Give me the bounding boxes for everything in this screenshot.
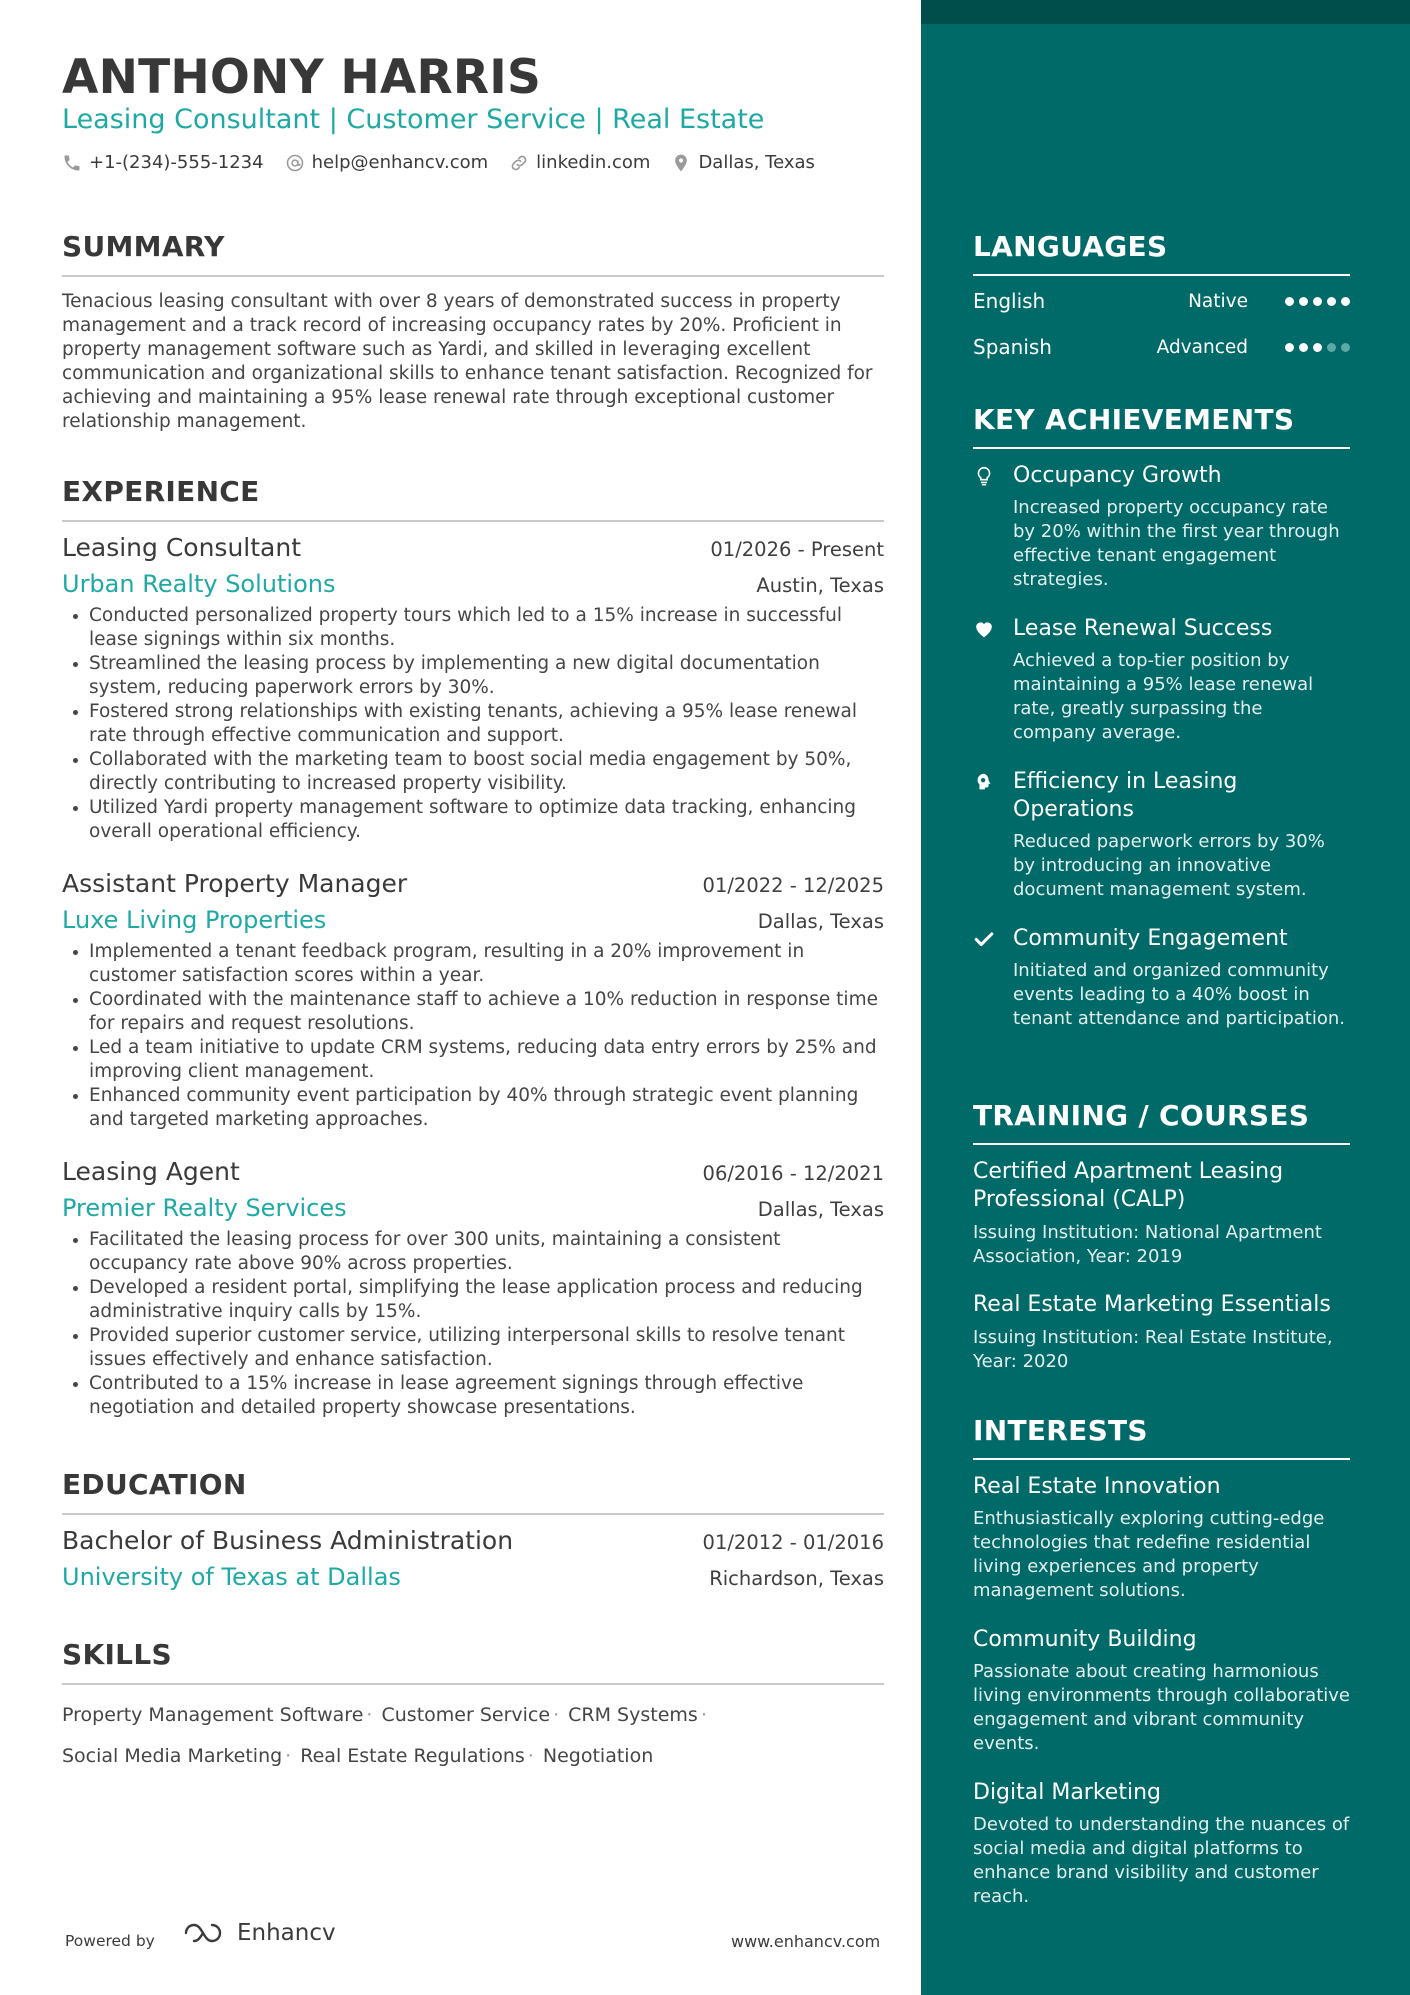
skill-item: Real Estate Regulations xyxy=(300,1745,525,1767)
interest-title: Digital Marketing xyxy=(973,1780,1161,1805)
interest-text: Enthusiastically exploring cutting-edge technologies that redefine residential living experiences and property management solutions. xyxy=(973,1508,1325,1601)
achievement-text: Achieved a top-tier position by maintaining a 95% lease renewal rate, greatly surpassing the company average. xyxy=(1013,650,1314,743)
skill-separator: · xyxy=(700,1704,707,1726)
lightbulb-icon xyxy=(973,465,995,487)
rating-dot-filled xyxy=(1285,297,1294,306)
language-name: Spanish xyxy=(973,335,1052,359)
school-name[interactable]: University of Texas at Dallas xyxy=(62,1563,401,1591)
phone-icon xyxy=(62,153,82,173)
skills-list xyxy=(62,1695,884,1777)
enhancv-brand: Enhancv xyxy=(237,1920,336,1946)
sidebar-top-bar xyxy=(921,0,1410,24)
achievement-item xyxy=(973,768,1350,902)
location-pin-icon xyxy=(671,153,691,173)
job-location: Austin, Texas xyxy=(756,574,884,597)
interest-title: Community Building xyxy=(973,1627,1197,1652)
skill-item: Customer Service xyxy=(381,1704,551,1726)
headline: Leasing Consultant | Customer Service | Real Estate xyxy=(62,104,765,135)
languages-heading: LANGUAGES xyxy=(973,230,1350,276)
language-rating xyxy=(1280,343,1350,352)
summary-heading: SUMMARY xyxy=(62,230,884,277)
bullet-item: Streamlined the leasing process by implementing a new digital documentation system, reducing paperwork errors by 30%. xyxy=(62,652,884,700)
job-entry xyxy=(62,533,884,844)
email-text: help@enhancv.com xyxy=(311,152,489,173)
at-icon xyxy=(285,153,305,173)
skill-separator: · xyxy=(285,1745,292,1767)
language-rating xyxy=(1280,297,1350,306)
job-entry xyxy=(62,1157,884,1420)
interest-item xyxy=(973,1626,1350,1756)
achievement-text: Increased property occupancy rate by 20% within the first year through effective tenant engagement strategies. xyxy=(1013,497,1340,590)
achievement-item xyxy=(973,462,1350,592)
education-entry xyxy=(62,1526,884,1591)
rating-dot-empty xyxy=(1327,343,1336,352)
bullet-item: Developed a resident portal, simplifying the lease application process and reducing administrative inquiry calls by 15%. xyxy=(62,1276,884,1324)
interest-text: Devoted to understanding the nuances of social media and digital platforms to enhance brand visibility and customer reach. xyxy=(973,1814,1350,1907)
phone-text: +1-(234)-555-1234 xyxy=(89,152,264,173)
achievement-text: Initiated and organized community events leading to a 40% boost in tenant attendance and participation. xyxy=(1013,960,1345,1029)
contact-link[interactable] xyxy=(509,152,650,173)
contact-bar xyxy=(62,152,836,173)
rating-dot-filled xyxy=(1327,297,1336,306)
skill-item: Social Media Marketing xyxy=(62,1745,283,1767)
job-bullets xyxy=(62,940,884,1132)
checkmark-icon xyxy=(973,928,995,950)
bullet-item: Implemented a tenant feedback program, resulting in a 20% improvement in customer satisfaction scores within a year. xyxy=(62,940,884,988)
achievement-title: Occupancy Growth xyxy=(1013,463,1222,488)
bullet-item: Coordinated with the maintenance staff to achieve a 10% reduction in response time for repairs and request resolutions. xyxy=(62,988,884,1036)
job-location: Dallas, Texas xyxy=(757,910,884,933)
skill-separator: · xyxy=(553,1704,560,1726)
bullet-item: Fostered strong relationships with existing tenants, achieving a 95% lease renewal rate through effective communication and support. xyxy=(62,700,884,748)
enhancv-logo[interactable] xyxy=(183,1920,336,1946)
job-title: Assistant Property Manager xyxy=(62,869,408,898)
rating-dot-filled xyxy=(1299,297,1308,306)
language-row xyxy=(973,289,1350,313)
candidate-name: ANTHONY HARRIS xyxy=(62,50,542,105)
powered-by-text: Powered by xyxy=(65,1932,155,1950)
company-name[interactable]: Luxe Living Properties xyxy=(62,906,327,934)
bullet-item: Contributed to a 15% increase in lease agreement signings through effective negotiation and detailed property showcase presentations. xyxy=(62,1372,884,1420)
contact-location xyxy=(671,152,815,173)
skills-heading: SKILLS xyxy=(62,1638,884,1685)
sidebar xyxy=(921,0,1410,1995)
bullet-item: Provided superior customer service, utilizing interpersonal skills to resolve tenant issues effectively and enhance satisfaction. xyxy=(62,1324,884,1372)
rating-dot-filled xyxy=(1299,343,1308,352)
skill-item: Negotiation xyxy=(542,1745,654,1767)
experience-heading: EXPERIENCE xyxy=(62,475,884,522)
course-title: Certified Apartment Leasing Professional (CALP) xyxy=(973,1159,1284,1212)
footer-url[interactable]: www.enhancv.com xyxy=(731,1932,881,1951)
achievements-heading: KEY ACHIEVEMENTS xyxy=(973,403,1350,449)
course-title: Real Estate Marketing Essentials xyxy=(973,1292,1331,1317)
enhancv-logo-icon xyxy=(183,1921,229,1945)
interest-item xyxy=(973,1779,1350,1909)
course-text: Issuing Institution: Real Estate Institute, Year: 2020 xyxy=(973,1327,1333,1372)
company-name[interactable]: Premier Realty Services xyxy=(62,1194,347,1222)
bullet-item: Led a team initiative to update CRM systems, reducing data entry errors by 25% and improving client management. xyxy=(62,1036,884,1084)
education-location: Richardson, Texas xyxy=(709,1567,884,1590)
bullet-item: Conducted personalized property tours which led to a 15% increase in successful lease signings within six months. xyxy=(62,604,884,652)
summary-text: Tenacious leasing consultant with over 8 years of demonstrated success in property management and a track record of increasing occupancy rates by 20%. Proficient in property management software such as Yardi, and skilled in leveraging excellent communication and organizational skills to enhance tenant satisfaction. Recognized for achieving and maintaining a 95% lease renewal rate through exceptional customer relationship management. xyxy=(62,291,873,432)
course-item xyxy=(973,1158,1350,1269)
degree-title: Bachelor of Business Administration xyxy=(62,1526,514,1555)
achievement-title: Community Engagement xyxy=(1013,926,1288,951)
heart-icon xyxy=(973,618,995,640)
language-name: English xyxy=(973,289,1046,313)
training-heading: TRAINING / COURSES xyxy=(973,1099,1350,1145)
bullet-item: Facilitated the leasing process for over 300 units, maintaining a consistent occupancy rate above 90% across properties. xyxy=(62,1228,884,1276)
company-name[interactable]: Urban Realty Solutions xyxy=(62,570,336,598)
job-bullets xyxy=(62,1228,884,1420)
job-title: Leasing Agent xyxy=(62,1157,240,1186)
achievement-text: Reduced paperwork errors by 30% by introducing an innovative document management system. xyxy=(1013,831,1325,900)
contact-phone[interactable] xyxy=(62,152,264,173)
rating-dot-filled xyxy=(1341,297,1350,306)
rating-dot-filled xyxy=(1285,343,1294,352)
interests-heading: INTERESTS xyxy=(973,1414,1350,1460)
job-location: Dallas, Texas xyxy=(757,1198,884,1221)
interest-text: Passionate about creating harmonious living environments through collaborative engagement and vibrant community events. xyxy=(973,1661,1350,1754)
job-date: 06/2016 - 12/2021 xyxy=(702,1162,884,1185)
link-text: linkedin.com xyxy=(536,152,651,173)
skill-item: CRM Systems xyxy=(568,1704,698,1726)
achievement-item xyxy=(973,925,1350,1031)
link-icon xyxy=(509,153,529,173)
brain-icon xyxy=(973,771,995,793)
contact-email[interactable] xyxy=(285,152,489,173)
job-date: 01/2026 - Present xyxy=(710,538,884,561)
language-level: Native xyxy=(1188,290,1248,312)
skill-separator: · xyxy=(527,1745,534,1767)
rating-dot-filled xyxy=(1313,343,1322,352)
bullet-item: Collaborated with the marketing team to boost social media engagement by 50%, directly contributing to increased property visibility. xyxy=(62,748,884,796)
interest-title: Real Estate Innovation xyxy=(973,1474,1221,1499)
course-item xyxy=(973,1291,1350,1374)
location-text: Dallas, Texas xyxy=(698,152,815,173)
job-date: 01/2022 - 12/2025 xyxy=(702,874,884,897)
education-heading: EDUCATION xyxy=(62,1468,884,1515)
rating-dot-filled xyxy=(1313,297,1322,306)
job-bullets xyxy=(62,604,884,844)
course-text: Issuing Institution: National Apartment Association, Year: 2019 xyxy=(973,1222,1322,1267)
bullet-item: Utilized Yardi property management software to optimize data tracking, enhancing overall operational efficiency. xyxy=(62,796,884,844)
interest-item xyxy=(973,1473,1350,1603)
bullet-item: Enhanced community event participation by 40% through strategic event planning and targeted marketing approaches. xyxy=(62,1084,884,1132)
job-entry xyxy=(62,869,884,1132)
achievement-item xyxy=(973,615,1350,745)
education-date: 01/2012 - 01/2016 xyxy=(702,1531,884,1554)
language-row xyxy=(973,335,1350,359)
job-title: Leasing Consultant xyxy=(62,533,302,562)
skill-item: Property Management Software xyxy=(62,1704,364,1726)
achievement-title: Efficiency in Leasing Operations xyxy=(1013,769,1238,822)
achievement-title: Lease Renewal Success xyxy=(1013,616,1273,641)
language-level: Advanced xyxy=(1156,336,1248,358)
rating-dot-empty xyxy=(1341,343,1350,352)
skill-separator: · xyxy=(366,1704,373,1726)
